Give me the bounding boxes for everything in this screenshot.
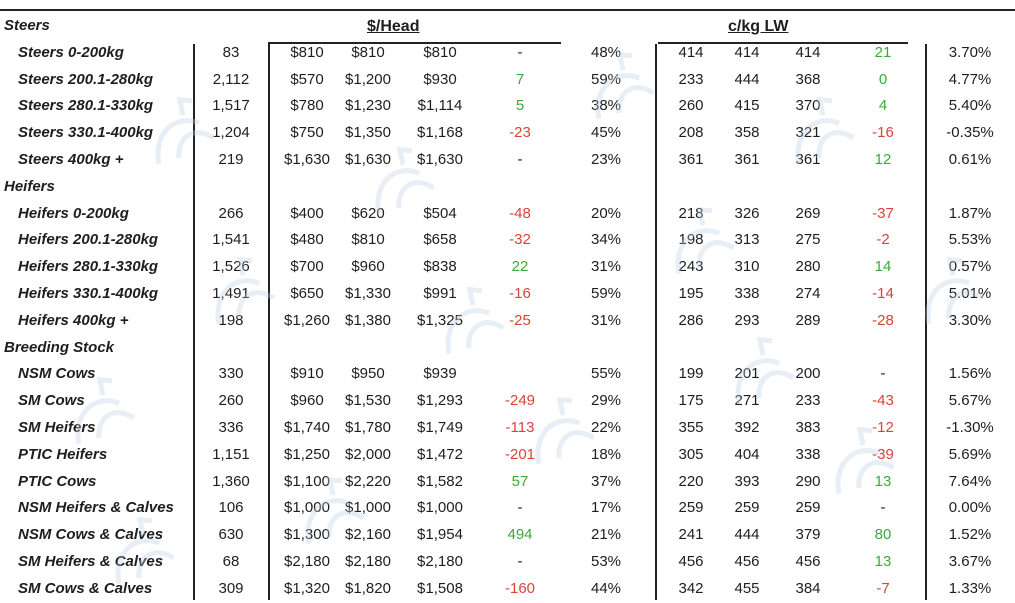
max-lw-cell: 404	[734, 445, 760, 463]
count-cell: 266	[218, 204, 244, 222]
count-cell: 330	[218, 365, 244, 383]
max-head-cell: $810	[351, 231, 385, 249]
max-lw-cell: 415	[734, 97, 760, 115]
annual-change-cell: 5.53%	[948, 231, 992, 249]
annual-change-cell: 0.57%	[948, 258, 992, 276]
max-lw-cell: 361	[734, 151, 760, 168]
annual-change-cell: 5.01%	[948, 285, 992, 302]
avg-lw-cell: 383	[795, 419, 821, 436]
min-head-cell: $1,000	[284, 499, 330, 517]
avg-head-cell: $810	[423, 43, 457, 61]
annual-change-cell: 5.69%	[948, 445, 992, 463]
table-row	[0, 40, 1015, 67]
percent-cell: 23%	[590, 151, 622, 168]
avg-lw-cell: 274	[795, 285, 821, 302]
min-head-cell: $780	[290, 97, 324, 115]
avg-head-cell: $1,472	[417, 445, 463, 463]
max-head-cell: $2,180	[345, 553, 391, 570]
max-head-cell: $1,780	[345, 419, 391, 436]
avg-lw-cell: 200	[795, 365, 821, 383]
row-label: Steers 330.1-400kg	[18, 124, 154, 142]
change-head-cell: 57	[511, 472, 529, 490]
max-head-cell: $1,000	[345, 499, 391, 517]
group-header-lw: c/kg LW	[728, 18, 789, 35]
count-cell: 198	[218, 311, 244, 329]
min-head-cell: $960	[290, 392, 324, 410]
row-label: Steers 280.1-330kg	[18, 97, 154, 115]
annual-change-cell: 7.64%	[948, 472, 992, 490]
count-cell: 1,517	[212, 97, 250, 115]
min-head-cell: $1,260	[284, 311, 330, 329]
table-row	[0, 415, 1015, 442]
table-row	[0, 442, 1015, 469]
min-head-cell: $2,180	[284, 553, 330, 570]
max-lw-cell: 338	[734, 285, 760, 302]
annual-change-cell: 3.67%	[948, 553, 992, 570]
max-lw-cell: 358	[734, 124, 760, 142]
section-row	[0, 174, 1015, 201]
change-lw-cell: 0	[878, 70, 888, 88]
max-lw-cell: 271	[734, 392, 760, 410]
table-row	[0, 469, 1015, 496]
change-head-cell: -249	[504, 392, 536, 410]
min-lw-cell: 218	[678, 204, 704, 222]
avg-lw-cell: 275	[795, 231, 821, 249]
min-head-cell: $480	[290, 231, 324, 249]
row-label: Steers 400kg +	[18, 151, 124, 168]
row-label: SM Cows	[18, 392, 85, 410]
change-head-cell: -160	[504, 579, 536, 597]
top-border	[0, 9, 1015, 11]
max-head-cell: $2,000	[345, 445, 391, 463]
avg-lw-cell: 384	[795, 579, 821, 597]
min-lw-cell: 414	[678, 43, 704, 61]
section-title: Breeding Stock	[4, 338, 115, 356]
table-row	[0, 93, 1015, 120]
percent-cell: 21%	[590, 526, 622, 544]
change-head-cell	[482, 361, 558, 388]
min-head-cell: $1,100	[284, 472, 330, 490]
min-head-cell: $700	[290, 258, 324, 276]
annual-change-cell: 1.52%	[948, 526, 992, 544]
row-label: SM Cows & Calves	[18, 579, 153, 597]
percent-cell: 37%	[590, 472, 622, 490]
min-lw-cell: 199	[678, 365, 704, 383]
row-label: PTIC Cows	[18, 472, 97, 490]
count-cell: 219	[218, 151, 244, 168]
count-cell: 1,360	[212, 472, 250, 490]
change-lw-cell: -16	[872, 124, 894, 142]
percent-cell: 20%	[590, 204, 622, 222]
max-lw-cell: 259	[734, 499, 760, 517]
count-cell: 260	[218, 392, 244, 410]
avg-lw-cell: 368	[795, 70, 821, 88]
row-label: Heifers 280.1-330kg	[18, 258, 159, 276]
min-lw-cell: 241	[678, 526, 704, 544]
change-lw-cell: 12	[874, 151, 892, 168]
min-head-cell: $650	[290, 285, 324, 302]
count-cell: 106	[218, 499, 244, 517]
max-head-cell: $1,200	[345, 70, 391, 88]
change-head-cell: -	[517, 499, 523, 517]
count-cell: 1,491	[212, 285, 250, 302]
percent-cell: 53%	[590, 553, 622, 570]
percent-cell: 22%	[590, 419, 622, 436]
annual-change-cell: 0.00%	[948, 499, 992, 517]
count-cell: 2,112	[212, 70, 250, 88]
percent-cell: 45%	[590, 124, 622, 142]
change-lw-cell: -12	[872, 419, 894, 436]
change-lw-cell: 14	[874, 258, 892, 276]
avg-lw-cell: 280	[795, 258, 821, 276]
min-head-cell: $400	[290, 204, 324, 222]
change-lw-cell: 13	[874, 553, 892, 570]
percent-cell: 18%	[590, 445, 622, 463]
annual-change-cell: 1.87%	[948, 204, 992, 222]
count-cell: 1,541	[212, 231, 250, 249]
avg-head-cell: $1,630	[417, 151, 463, 168]
section-title: Steers	[4, 17, 50, 34]
avg-head-cell: $1,114	[417, 97, 463, 115]
avg-head-cell: $991	[423, 285, 457, 302]
max-lw-cell: 326	[734, 204, 760, 222]
avg-lw-cell: 233	[795, 392, 821, 410]
change-head-cell: 494	[507, 526, 533, 544]
percent-cell: 31%	[590, 311, 622, 329]
change-head-cell: -113	[505, 419, 535, 436]
count-cell: 1,151	[212, 445, 250, 463]
annual-change-cell: 0.61%	[948, 151, 992, 168]
avg-lw-cell: 370	[795, 97, 821, 115]
table-row	[0, 495, 1015, 522]
min-lw-cell: 175	[678, 392, 704, 410]
min-lw-cell: 259	[678, 499, 704, 517]
avg-head-cell: $1,168	[417, 124, 463, 142]
min-lw-cell: 286	[678, 311, 704, 329]
avg-lw-cell: 379	[795, 526, 821, 544]
row-label: Steers 200.1-280kg	[18, 70, 154, 88]
min-lw-cell: 208	[678, 124, 704, 142]
percent-cell: 17%	[590, 499, 622, 517]
section-row	[0, 335, 1015, 362]
min-head-cell: $1,320	[284, 579, 330, 597]
table-row	[0, 201, 1015, 228]
row-label: NSM Cows	[18, 365, 96, 383]
change-head-cell: 7	[515, 70, 525, 88]
count-cell: 83	[222, 43, 240, 61]
min-lw-cell: 342	[678, 579, 704, 597]
avg-lw-cell: 338	[795, 445, 821, 463]
avg-head-cell: $930	[423, 70, 457, 88]
avg-head-cell: $838	[423, 258, 457, 276]
change-head-cell: -23	[509, 124, 531, 142]
avg-lw-cell: 361	[795, 151, 821, 168]
max-lw-cell: 444	[734, 526, 760, 544]
row-label: NSM Cows & Calves	[18, 526, 164, 544]
avg-head-cell: $1,325	[417, 311, 463, 329]
annual-change-cell: 5.40%	[948, 97, 992, 115]
row-label: Steers 0-200kg	[18, 43, 124, 61]
max-head-cell: $2,160	[345, 526, 391, 544]
avg-head-cell: $1,293	[417, 392, 463, 410]
avg-head-cell: $1,000	[417, 499, 463, 517]
avg-lw-cell: 321	[795, 124, 821, 142]
max-head-cell: $1,330	[345, 285, 391, 302]
percent-cell: 31%	[590, 258, 622, 276]
change-lw-cell: 80	[874, 526, 892, 544]
table-row	[0, 254, 1015, 281]
annual-change-cell: -0.35%	[946, 124, 994, 142]
change-lw-cell: 4	[878, 97, 888, 115]
change-head-cell: -16	[509, 285, 531, 302]
min-lw-cell: 198	[678, 231, 704, 249]
percent-cell: 59%	[590, 285, 622, 302]
avg-head-cell: $1,582	[417, 472, 463, 490]
change-lw-cell: -28	[872, 311, 894, 329]
max-head-cell: $950	[351, 365, 385, 383]
avg-head-cell: $1,749	[417, 419, 463, 436]
avg-head-cell: $1,508	[417, 579, 463, 597]
row-label: PTIC Heifers	[18, 445, 108, 463]
avg-head-cell: $939	[423, 365, 457, 383]
change-lw-cell: -2	[876, 231, 890, 249]
min-lw-cell: 220	[678, 472, 704, 490]
annual-change-cell: 3.30%	[948, 311, 992, 329]
change-head-cell: 5	[515, 97, 525, 115]
change-lw-cell: -43	[872, 392, 894, 410]
change-head-cell: -32	[509, 231, 531, 249]
min-lw-cell: 361	[678, 151, 704, 168]
max-head-cell: $1,530	[345, 392, 391, 410]
min-head-cell: $750	[290, 124, 324, 142]
table-row	[0, 308, 1015, 335]
max-lw-cell: 414	[734, 43, 760, 61]
avg-head-cell: $504	[423, 204, 457, 222]
table-row	[0, 388, 1015, 415]
percent-cell: 55%	[590, 365, 622, 383]
avg-lw-cell: 289	[795, 311, 821, 329]
max-lw-cell: 455	[734, 579, 760, 597]
row-label: Heifers 0-200kg	[18, 204, 129, 222]
avg-lw-cell: 259	[795, 499, 821, 517]
section-row	[0, 13, 1015, 40]
row-label: SM Heifers & Calves	[18, 553, 164, 570]
annual-change-cell: -1.30%	[946, 419, 994, 436]
min-head-cell: $810	[290, 43, 324, 61]
max-head-cell: $1,630	[345, 151, 391, 168]
count-cell: 630	[218, 526, 244, 544]
change-head-cell: -48	[509, 204, 531, 222]
change-head-cell: -	[517, 43, 523, 61]
avg-head-cell: $658	[423, 231, 457, 249]
max-head-cell: $1,380	[345, 311, 391, 329]
table-row	[0, 549, 1015, 576]
max-head-cell: $1,820	[345, 579, 391, 597]
annual-change-cell: 1.56%	[948, 365, 992, 383]
max-lw-cell: 201	[734, 365, 760, 383]
min-lw-cell: 305	[678, 445, 704, 463]
avg-head-cell: $1,954	[417, 526, 463, 544]
max-lw-cell: 313	[734, 231, 760, 249]
change-head-cell: 22	[511, 258, 529, 276]
table-row	[0, 522, 1015, 549]
max-lw-cell: 293	[734, 311, 760, 329]
change-head-cell: -	[517, 553, 523, 570]
min-head-cell: $1,630	[284, 151, 330, 168]
percent-cell: 59%	[590, 70, 622, 88]
row-label: Heifers 200.1-280kg	[18, 231, 159, 249]
max-head-cell: $1,230	[345, 97, 391, 115]
count-cell: 336	[218, 419, 244, 436]
avg-head-cell: $2,180	[417, 553, 463, 570]
max-lw-cell: 393	[734, 472, 760, 490]
min-lw-cell: 355	[678, 419, 704, 436]
avg-lw-cell: 456	[795, 553, 821, 570]
max-head-cell: $2,220	[345, 472, 391, 490]
percent-cell: 29%	[590, 392, 622, 410]
percent-cell: 38%	[590, 97, 622, 115]
max-lw-cell: 310	[734, 258, 760, 276]
min-lw-cell: 260	[678, 97, 704, 115]
min-head-cell: $910	[290, 365, 324, 383]
max-lw-cell: 444	[734, 70, 760, 88]
section-title: Heifers	[4, 177, 55, 195]
table-row	[0, 361, 1015, 388]
row-label: Heifers 330.1-400kg	[18, 285, 159, 302]
table-row	[0, 227, 1015, 254]
max-head-cell: $1,350	[345, 124, 391, 142]
avg-lw-cell: 269	[795, 204, 821, 222]
max-head-cell: $810	[351, 43, 385, 61]
max-head-cell: $960	[351, 258, 385, 276]
change-lw-cell: -14	[872, 285, 894, 302]
annual-change-cell: 3.70%	[948, 43, 992, 61]
change-lw-cell: 13	[874, 472, 892, 490]
max-lw-cell: 456	[734, 553, 760, 570]
percent-cell: 48%	[590, 43, 622, 61]
max-head-cell: $620	[351, 204, 385, 222]
max-lw-cell: 392	[734, 419, 760, 436]
count-cell: 68	[222, 553, 240, 570]
min-lw-cell: 195	[678, 285, 704, 302]
min-head-cell: $1,250	[284, 445, 330, 463]
min-lw-cell: 233	[678, 70, 704, 88]
count-cell: 1,204	[212, 124, 250, 142]
avg-lw-cell: 290	[795, 472, 821, 490]
annual-change-cell: 5.67%	[948, 392, 992, 410]
annual-change-cell: 1.33%	[948, 579, 992, 597]
min-head-cell: $1,740	[284, 419, 330, 436]
change-head-cell: -	[517, 151, 523, 168]
row-label: NSM Heifers & Calves	[18, 499, 174, 517]
change-head-cell: -25	[509, 311, 531, 329]
change-lw-cell: -37	[872, 204, 894, 222]
table-row	[0, 576, 1015, 603]
avg-lw-cell: 414	[795, 43, 821, 61]
min-lw-cell: 456	[678, 553, 704, 570]
change-lw-cell: -	[880, 499, 886, 517]
table-row	[0, 281, 1015, 308]
change-lw-cell: -	[880, 365, 886, 383]
change-lw-cell: 21	[874, 43, 892, 61]
percent-cell: 34%	[590, 231, 622, 249]
percent-cell: 44%	[590, 579, 622, 597]
count-cell: 309	[218, 579, 244, 597]
row-label: SM Heifers	[18, 419, 96, 436]
row-label: Heifers 400kg +	[18, 311, 129, 329]
table-row	[0, 147, 1015, 174]
change-lw-cell: -39	[872, 445, 894, 463]
table-row	[0, 67, 1015, 94]
annual-change-cell: 4.77%	[948, 70, 992, 88]
min-lw-cell: 243	[678, 258, 704, 276]
change-head-cell: -201	[504, 445, 536, 463]
change-lw-cell: -7	[876, 579, 890, 597]
group-header-head: $/Head	[367, 18, 420, 35]
min-head-cell: $570	[290, 70, 324, 88]
table-row	[0, 120, 1015, 147]
count-cell: 1,526	[212, 258, 250, 276]
min-head-cell: $1,300	[284, 526, 330, 544]
